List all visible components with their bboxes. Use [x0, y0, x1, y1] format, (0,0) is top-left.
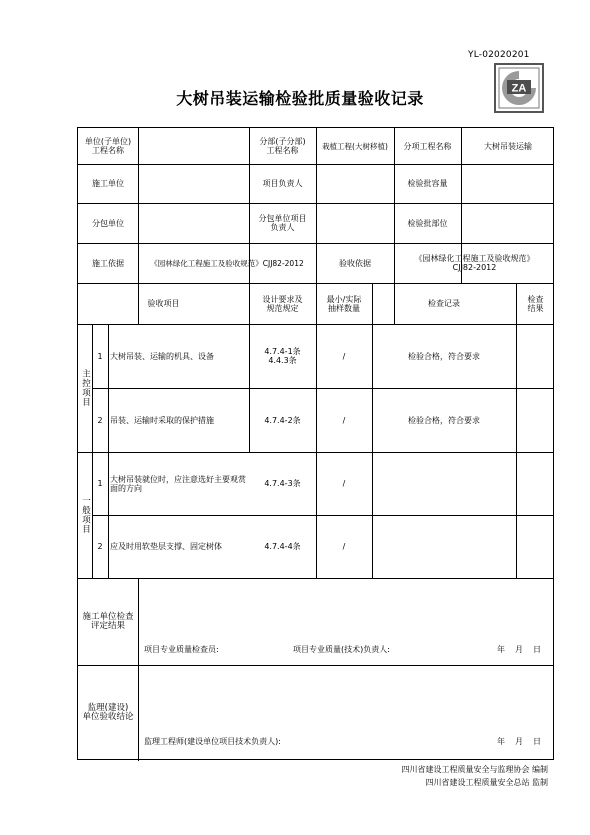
- row-sample-count: /: [342, 479, 346, 488]
- row-design-spec: 4.7.4-3条: [264, 479, 301, 488]
- row-number: 1: [97, 479, 103, 488]
- row-sample-count: /: [342, 415, 346, 425]
- row-check-record: [372, 452, 516, 515]
- row-item-text: 应及时用软垫层支撑、固定树体: [110, 542, 222, 551]
- footer-supervisor: 四川省建设工程质量安全总站 监制: [425, 778, 548, 787]
- supervision-month: 月: [515, 737, 523, 746]
- supervision-day: 日: [533, 737, 541, 746]
- row-item-text: 吊装、运输时采取的保护措施: [110, 415, 214, 425]
- construction-day: 日: [533, 645, 541, 654]
- row-item-text: 大树吊装就位时，应注意选好主要观赏面的方向: [110, 474, 246, 493]
- row-check-result: [516, 515, 555, 578]
- group-label-main-control: 主控项目: [80, 369, 91, 407]
- construction-basis-value: 《园林绿化工程施工及验收规范》CJJ82-2012: [150, 258, 304, 268]
- sub-project-manager-value: [316, 203, 394, 243]
- row-design-spec: 4.7.4-1条 4.4.3条: [264, 347, 301, 365]
- unit-project-label: 单位(子单位) 工程名称: [84, 137, 132, 155]
- construction-check-label: 施工单位检查 评定结果: [82, 611, 134, 631]
- svg-text:ZA: ZA: [511, 82, 527, 95]
- supervision-check-label: 监理(建设) 单位验收结论: [82, 703, 134, 722]
- construction-month: 月: [515, 645, 523, 654]
- batch-location-label: 检验批部位: [407, 218, 448, 228]
- batch-capacity-label: 检验批容量: [407, 179, 448, 188]
- page-title: 大树吊装运输检验批质量验收记录: [176, 89, 424, 108]
- item-project-label: 分项工程名称: [403, 141, 452, 151]
- row-check-result: [516, 388, 555, 452]
- acceptance-basis-label: 验收依据: [339, 258, 371, 268]
- contractor-label: 施工单位: [92, 179, 124, 188]
- row-sample-count: /: [342, 542, 346, 551]
- row-number: 2: [97, 542, 103, 551]
- subcontractor-label: 分包单位: [92, 218, 124, 228]
- row-check-record: 检验合格，符合要求: [408, 351, 480, 361]
- subcontractor-value: [138, 203, 249, 243]
- row-design-spec: 4.7.4-4条: [264, 542, 301, 551]
- col-header-result: 检查 结果: [527, 294, 544, 313]
- batch-location-value: [461, 203, 555, 243]
- row-item-text: 大树吊装、运输的机具、设备: [110, 351, 214, 361]
- col-header-record: 检查记录: [428, 299, 460, 308]
- unit-project-value: [138, 128, 249, 164]
- project-manager-value: [316, 164, 394, 203]
- supervision-year: 年: [497, 737, 505, 746]
- row-sample-count: /: [342, 351, 346, 361]
- subdivision-value: 栽植工程(大树移植): [322, 141, 388, 151]
- construction-basis-label: 施工依据: [92, 258, 124, 268]
- col-header-design: 设计要求及 规范规定: [262, 294, 303, 313]
- form-code: YL-02020201: [468, 50, 530, 60]
- row-check-result: [516, 324, 555, 388]
- project-manager-label: 项目负责人: [262, 179, 303, 188]
- row-number: 1: [97, 351, 103, 361]
- supervising-engineer-signature: 监理工程师(建设单位项目技术负责人):: [144, 737, 281, 746]
- row-check-result: [516, 452, 555, 515]
- row-number: 2: [97, 415, 103, 425]
- acceptance-basis-value: 《园林绿化工程施工及验收规范》 CJJ82-2012: [414, 254, 535, 272]
- sub-project-manager-label: 分包单位项目 负责人: [258, 214, 307, 232]
- group-label-general: 一般项目: [80, 496, 91, 534]
- inspection-form-table: [77, 127, 554, 760]
- item-project-value: 大树吊装运输: [484, 141, 532, 151]
- row-design-spec: 4.7.4-2条: [264, 415, 301, 425]
- quality-tech-lead-signature: 项目专业质量(技术)负责人:: [293, 645, 390, 654]
- batch-capacity-value: [461, 164, 555, 203]
- col-header-sample: 最小/实际 抽样数量: [326, 294, 362, 313]
- construction-year: 年: [497, 645, 505, 654]
- footer-compiler: 四川省建设工程质量安全与监理协会 编制: [401, 765, 548, 774]
- row-check-record: [372, 515, 516, 578]
- col-header-item: 验收项目: [147, 299, 180, 308]
- za-logo-icon: [494, 63, 544, 113]
- quality-inspector-signature: 项目专业质量检查员:: [144, 645, 219, 654]
- subdivision-label: 分部(子分部) 工程名称: [259, 137, 306, 155]
- contractor-value: [138, 164, 249, 203]
- row-check-record: 检验合格，符合要求: [408, 415, 480, 425]
